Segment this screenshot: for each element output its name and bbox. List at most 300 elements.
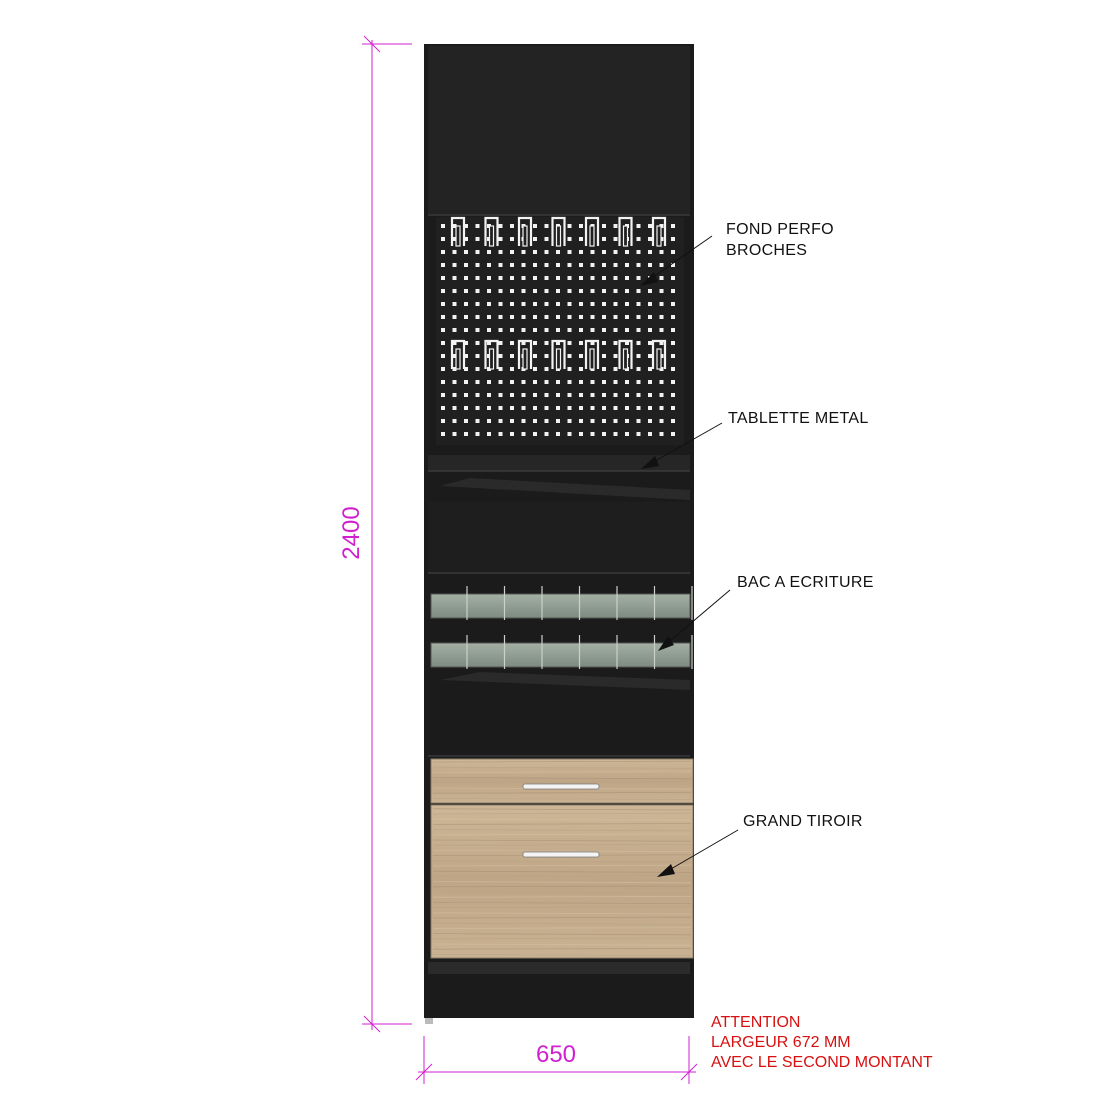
perforation-hole — [487, 250, 491, 254]
perforation-hole — [660, 263, 664, 267]
perforation-hole — [614, 237, 618, 241]
perforation-hole — [464, 250, 468, 254]
perforation-hole — [648, 250, 652, 254]
perforation-hole — [499, 380, 503, 384]
perforation-hole — [499, 354, 503, 358]
perforation-hole — [579, 380, 583, 384]
perforation-hole — [625, 276, 629, 280]
perforation-hole — [579, 289, 583, 293]
perforation-hole — [579, 341, 583, 345]
perforation-hole — [591, 250, 595, 254]
label-grand-tiroir: GRAND TIROIR — [743, 813, 863, 830]
perforation-hole — [579, 328, 583, 332]
perforation-hole — [533, 237, 537, 241]
perforation-hole — [602, 354, 606, 358]
perforation-hole — [533, 367, 537, 371]
perforation-hole — [476, 328, 480, 332]
perforation-hole — [579, 302, 583, 306]
perforation-hole — [499, 315, 503, 319]
perforation-hole — [556, 393, 560, 397]
perforation-hole — [602, 289, 606, 293]
perforation-hole — [533, 380, 537, 384]
perforation-hole — [453, 289, 457, 293]
perforation-hole — [671, 406, 675, 410]
perforation-hole — [660, 315, 664, 319]
perforation-hole — [671, 354, 675, 358]
perforation-hole — [487, 432, 491, 436]
perforation-hole — [499, 237, 503, 241]
perforation-hole — [637, 419, 641, 423]
perforation-hole — [614, 328, 618, 332]
perforation-hole — [614, 302, 618, 306]
label-bac-a-ecriture: BAC A ECRITURE — [737, 574, 874, 591]
perforation-hole — [648, 237, 652, 241]
perforation-hole — [579, 419, 583, 423]
perforation-hole — [579, 250, 583, 254]
height-dimension-value: 2400 — [338, 506, 365, 560]
perforation-hole — [591, 380, 595, 384]
perforation-hole — [671, 341, 675, 345]
perforation-hole — [499, 302, 503, 306]
perforation-hole — [510, 250, 514, 254]
perforation-hole — [637, 250, 641, 254]
perforation-hole — [579, 237, 583, 241]
perforation-hole — [637, 354, 641, 358]
perforation-hole — [545, 393, 549, 397]
perforation-hole — [441, 224, 445, 228]
perforation-hole — [614, 419, 618, 423]
perforation-hole — [614, 250, 618, 254]
perforation-hole — [568, 393, 572, 397]
perforation-hole — [476, 380, 480, 384]
perforation-hole — [453, 250, 457, 254]
perforation-hole — [476, 393, 480, 397]
perforation-hole — [568, 276, 572, 280]
perforation-hole — [637, 224, 641, 228]
perforation-hole — [487, 302, 491, 306]
perforation-hole — [464, 289, 468, 293]
perforation-hole — [441, 354, 445, 358]
shelf-compartment — [428, 502, 690, 572]
perforation-hole — [637, 263, 641, 267]
perforation-hole — [545, 432, 549, 436]
perforation-hole — [568, 250, 572, 254]
perforation-hole — [545, 263, 549, 267]
perforation-hole — [487, 276, 491, 280]
perforation-hole — [545, 224, 549, 228]
perforation-hole — [441, 380, 445, 384]
perforation-hole — [476, 224, 480, 228]
perforation-hole — [464, 419, 468, 423]
perforation-hole — [499, 263, 503, 267]
perforation-hole — [602, 250, 606, 254]
perforation-hole — [568, 406, 572, 410]
perforation-hole — [476, 302, 480, 306]
perforation-hole — [510, 237, 514, 241]
perforation-hole — [660, 432, 664, 436]
perforation-hole — [522, 380, 526, 384]
perforation-hole — [522, 250, 526, 254]
perforation-hole — [499, 419, 503, 423]
perforated-panel — [436, 217, 684, 445]
perforation-hole — [510, 263, 514, 267]
width-dimension-value: 650 — [535, 1041, 577, 1068]
perforation-hole — [522, 276, 526, 280]
perforation-hole — [579, 224, 583, 228]
perforation-hole — [453, 328, 457, 332]
perforation-hole — [625, 432, 629, 436]
perforation-hole — [591, 393, 595, 397]
perforation-hole — [648, 315, 652, 319]
perforation-hole — [568, 315, 572, 319]
perforation-hole — [648, 354, 652, 358]
perforation-hole — [648, 302, 652, 306]
perforation-hole — [464, 406, 468, 410]
perforation-hole — [648, 406, 652, 410]
perforation-hole — [441, 341, 445, 345]
perforation-hole — [510, 224, 514, 228]
perforation-hole — [510, 276, 514, 280]
perforation-hole — [499, 432, 503, 436]
perforation-hole — [499, 406, 503, 410]
perforation-hole — [545, 250, 549, 254]
perforation-hole — [568, 328, 572, 332]
perforation-hole — [545, 328, 549, 332]
perforation-hole — [487, 419, 491, 423]
perforation-hole — [602, 302, 606, 306]
perforation-hole — [545, 289, 549, 293]
perforation-hole — [545, 406, 549, 410]
perforation-hole — [625, 393, 629, 397]
perforation-hole — [614, 289, 618, 293]
perforation-hole — [579, 393, 583, 397]
perforation-hole — [499, 328, 503, 332]
perforation-hole — [637, 341, 641, 345]
tray-lower — [431, 643, 690, 667]
perforation-hole — [602, 393, 606, 397]
perforation-hole — [660, 250, 664, 254]
perforation-hole — [614, 393, 618, 397]
perforation-hole — [476, 276, 480, 280]
perforation-hole — [487, 393, 491, 397]
perforation-hole — [441, 276, 445, 280]
perforation-hole — [671, 432, 675, 436]
perforation-hole — [556, 250, 560, 254]
perforation-hole — [487, 380, 491, 384]
perforation-hole — [533, 224, 537, 228]
perforation-hole — [637, 432, 641, 436]
perforation-hole — [499, 224, 503, 228]
perforation-hole — [510, 328, 514, 332]
perforation-hole — [441, 432, 445, 436]
perforation-hole — [648, 380, 652, 384]
warning-line-1: ATTENTION — [711, 1014, 801, 1031]
perforation-hole — [533, 276, 537, 280]
perforation-hole — [510, 419, 514, 423]
perforation-hole — [660, 328, 664, 332]
perforation-hole — [579, 315, 583, 319]
perforation-hole — [464, 393, 468, 397]
perforation-hole — [476, 315, 480, 319]
drawers — [428, 756, 693, 974]
perforation-hole — [533, 406, 537, 410]
perforation-hole — [614, 315, 618, 319]
perforation-hole — [591, 276, 595, 280]
perforation-hole — [522, 289, 526, 293]
perforation-hole — [591, 302, 595, 306]
perforation-hole — [660, 393, 664, 397]
cabinet — [424, 44, 694, 1024]
perforation-hole — [510, 341, 514, 345]
perforation-hole — [476, 341, 480, 345]
perforation-hole — [625, 302, 629, 306]
perforation-hole — [625, 250, 629, 254]
perforation-hole — [568, 354, 572, 358]
top-panel — [428, 46, 690, 214]
perforation-hole — [464, 432, 468, 436]
perforation-hole — [499, 289, 503, 293]
perforation-hole — [453, 380, 457, 384]
perforation-hole — [453, 432, 457, 436]
perforation-hole — [671, 250, 675, 254]
perforation-hole — [499, 367, 503, 371]
perforation-hole — [648, 263, 652, 267]
perforation-hole — [533, 393, 537, 397]
perforation-hole — [602, 237, 606, 241]
warning-note — [711, 1014, 933, 1071]
perforation-hole — [545, 237, 549, 241]
perforation-hole — [522, 432, 526, 436]
perforation-hole — [579, 367, 583, 371]
perforation-hole — [533, 315, 537, 319]
perforation-hole — [648, 419, 652, 423]
perforation-hole — [660, 419, 664, 423]
perforation-hole — [591, 432, 595, 436]
perforation-hole — [545, 354, 549, 358]
perforation-hole — [625, 315, 629, 319]
perforation-hole — [545, 380, 549, 384]
perforation-hole — [637, 289, 641, 293]
perforation-hole — [533, 289, 537, 293]
perforation-hole — [614, 224, 618, 228]
plinth — [428, 962, 690, 974]
perforation-hole — [441, 302, 445, 306]
perforation-hole — [637, 276, 641, 280]
perforation-hole — [614, 432, 618, 436]
perforation-hole — [614, 380, 618, 384]
perforation-hole — [602, 432, 606, 436]
perforation-hole — [476, 354, 480, 358]
perforation-hole — [487, 289, 491, 293]
perforation-hole — [476, 367, 480, 371]
perforation-hole — [510, 406, 514, 410]
perforation-hole — [648, 289, 652, 293]
perforation-hole — [591, 263, 595, 267]
perforation-hole — [522, 419, 526, 423]
perforation-hole — [568, 263, 572, 267]
label-fond-perfo: FOND PERFO — [726, 221, 834, 238]
perforation-hole — [545, 341, 549, 345]
perforation-hole — [637, 393, 641, 397]
perforation-hole — [441, 315, 445, 319]
perforation-hole — [602, 367, 606, 371]
perforation-hole — [487, 263, 491, 267]
perforation-hole — [602, 406, 606, 410]
perforation-hole — [545, 315, 549, 319]
perforation-hole — [625, 263, 629, 267]
perforation-hole — [545, 419, 549, 423]
perforation-hole — [671, 367, 675, 371]
perforation-hole — [556, 406, 560, 410]
perforation-hole — [545, 367, 549, 371]
perforation-hole — [441, 419, 445, 423]
perforation-hole — [522, 315, 526, 319]
perforation-hole — [591, 406, 595, 410]
perforation-hole — [625, 380, 629, 384]
perforation-hole — [453, 263, 457, 267]
perforation-hole — [671, 419, 675, 423]
perforation-hole — [637, 302, 641, 306]
perforation-hole — [464, 380, 468, 384]
perforation-hole — [453, 419, 457, 423]
perforation-hole — [464, 328, 468, 332]
perforation-hole — [556, 263, 560, 267]
perforation-hole — [441, 237, 445, 241]
perforation-hole — [441, 263, 445, 267]
warning-line-3: AVEC LE SECOND MONTANT — [711, 1054, 933, 1071]
perforation-hole — [648, 224, 652, 228]
drawer-small[interactable] — [431, 759, 693, 803]
perforation-hole — [568, 380, 572, 384]
width-dimension — [416, 1036, 697, 1084]
perforation-hole — [464, 302, 468, 306]
perforation-hole — [441, 289, 445, 293]
perforation-hole — [637, 367, 641, 371]
perforation-hole — [476, 237, 480, 241]
perforation-hole — [556, 315, 560, 319]
perforation-hole — [614, 341, 618, 345]
perforation-hole — [602, 328, 606, 332]
perforation-hole — [579, 406, 583, 410]
perforation-hole — [671, 393, 675, 397]
perforation-hole — [556, 289, 560, 293]
perforation-hole — [522, 328, 526, 332]
perforation-hole — [476, 419, 480, 423]
perforation-hole — [671, 302, 675, 306]
perforation-hole — [476, 432, 480, 436]
perforation-hole — [533, 263, 537, 267]
perforation-hole — [579, 263, 583, 267]
perforation-hole — [556, 419, 560, 423]
perforation-hole — [556, 380, 560, 384]
perforation-hole — [510, 367, 514, 371]
perforation-hole — [648, 341, 652, 345]
label-broches: BROCHES — [726, 242, 808, 259]
perforation-hole — [568, 289, 572, 293]
perforation-hole — [660, 276, 664, 280]
perforation-hole — [671, 315, 675, 319]
perforation-hole — [533, 341, 537, 345]
perforation-hole — [499, 276, 503, 280]
perforation-hole — [660, 406, 664, 410]
perforation-hole — [556, 328, 560, 332]
perforation-hole — [545, 276, 549, 280]
perforation-hole — [568, 341, 572, 345]
perforation-hole — [487, 328, 491, 332]
perforation-hole — [602, 341, 606, 345]
perforation-hole — [453, 315, 457, 319]
label-tablette-metal: TABLETTE METAL — [728, 410, 869, 427]
perforation-hole — [464, 263, 468, 267]
perforation-hole — [522, 263, 526, 267]
perforation-hole — [453, 393, 457, 397]
perforation-hole — [568, 224, 572, 228]
perforation-hole — [499, 393, 503, 397]
perforation-hole — [648, 328, 652, 332]
perforation-hole — [522, 393, 526, 397]
perforation-hole — [671, 237, 675, 241]
perforation-hole — [545, 302, 549, 306]
perforation-hole — [637, 406, 641, 410]
perforation-hole — [648, 367, 652, 371]
perforation-hole — [591, 328, 595, 332]
warning-line-2: LARGEUR 672 MM — [711, 1034, 851, 1051]
perforation-hole — [533, 354, 537, 358]
perforation-hole — [671, 289, 675, 293]
perforation-hole — [533, 302, 537, 306]
perforation-hole — [648, 432, 652, 436]
perforation-hole — [660, 380, 664, 384]
perforation-hole — [671, 328, 675, 332]
perforation-hole — [591, 419, 595, 423]
perforation-hole — [510, 315, 514, 319]
perforation-hole — [556, 432, 560, 436]
perforation-hole — [602, 224, 606, 228]
drawer-handle-icon[interactable] — [523, 852, 599, 857]
perforation-hole — [522, 406, 526, 410]
perforation-hole — [476, 406, 480, 410]
perforation-hole — [579, 432, 583, 436]
perforation-hole — [614, 367, 618, 371]
perforation-hole — [487, 315, 491, 319]
perforation-hole — [671, 276, 675, 280]
perforation-hole — [510, 354, 514, 358]
perforation-hole — [510, 393, 514, 397]
perforation-hole — [625, 328, 629, 332]
perforation-hole — [568, 237, 572, 241]
perforation-hole — [441, 250, 445, 254]
perforation-hole — [533, 419, 537, 423]
perforation-hole — [453, 302, 457, 306]
tray-upper — [431, 594, 690, 618]
drawer-handle-icon[interactable] — [523, 784, 599, 789]
perforation-hole — [568, 302, 572, 306]
perforation-hole — [602, 315, 606, 319]
perforation-hole — [499, 341, 503, 345]
perforation-hole — [510, 432, 514, 436]
perforation-hole — [660, 302, 664, 306]
perforation-hole — [533, 250, 537, 254]
perforation-hole — [464, 276, 468, 280]
perforation-hole — [614, 406, 618, 410]
perforation-hole — [625, 289, 629, 293]
perforation-hole — [602, 419, 606, 423]
perforation-hole — [510, 302, 514, 306]
perforation-hole — [522, 302, 526, 306]
perforation-hole — [510, 380, 514, 384]
perforation-hole — [602, 263, 606, 267]
perforation-hole — [614, 263, 618, 267]
